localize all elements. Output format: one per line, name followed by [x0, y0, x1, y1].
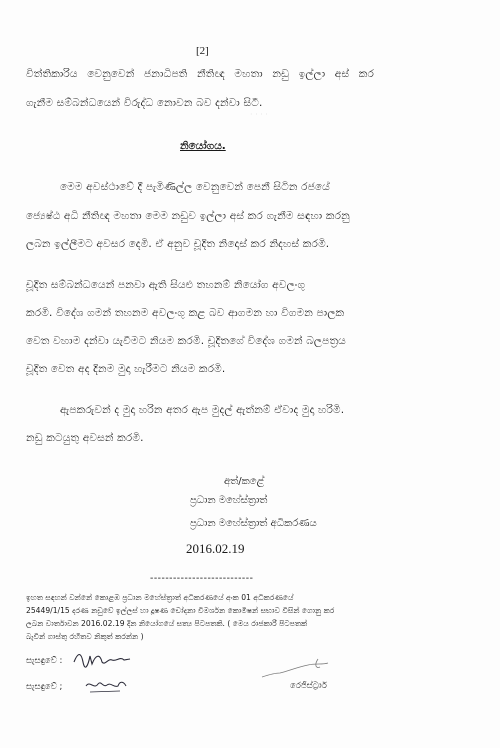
para1-line-3: ලබන ඉල්ලීමට අවසර දෙමි. ඒ අනුව චූදිත නිදොස් කර නිදහස් කරමි. [26, 238, 330, 250]
checked-by-signature [84, 674, 128, 694]
order-heading: නියෝගය. [180, 140, 226, 152]
para3-line-2: නඩු කටයුතු අවසන් කරමි. [26, 432, 144, 444]
checked-by-label: සැසඳුවේ ; [26, 682, 63, 692]
bleed-through-marks: · · · · [250, 110, 268, 119]
compared-by-signature [72, 648, 132, 670]
para2-line-1: චූදිත සම්බන්ධයෙන් පනවා ඇති සියළු තහනම් නියෝග අවලංගු [26, 279, 306, 291]
separator-rule: --------------------------- [150, 573, 254, 584]
cert-line-2: 25449/1/15 දරණ නඩුවේ ඉල්ලස් හා දූෂණ චෝදනා විමර්ශන කොමිෂන් සභාව විසින් ගොනු කර [26, 606, 335, 615]
cert-line-4: බැවින් ගාස්තු රහිතව නිකුත් කරන්න ) [26, 632, 144, 641]
para1-line-1: මෙම අවස්ථාවේ දී පැමිණිල්ල වෙනුවෙන් පෙනී සිටින රජයේ [60, 181, 330, 193]
intro-line-2: ගැනීම සම්බන්ධයෙන් විරුද්ධ නොවන බව දන්වා සිටී. [26, 97, 263, 109]
para2-line-3: වෙත වහාම දන්වා යැවීමට නියම කරමි. චූදිතගේ විදේශ ගමන් බලපත්‍රය [26, 335, 346, 347]
para2-line-4: චූදිත වෙත අද දිනම මුදා හැරීමට නියම කරමි. [26, 363, 226, 375]
magistrate-title: ප්‍රධාන මහේස්ත්‍රාත් [190, 495, 268, 506]
cert-line-1: ඉහත සඳහන් වන්නේ කොළඹ ප්‍රධාන මහේස්ත්‍රාත් අධිකරණයේ අංක 01 අධිකරණයේ [26, 593, 294, 602]
para3-line-1: ඇපකරුවන් ද මුදා හරින අතර ඇප මුදල් ඇත්නම් ඒවාද මුදා හරිමි. [60, 404, 345, 416]
para1-line-2: ජ්‍යෙෂ්ඨ අධි නීතිඥ මහතා මෙම නඩුව ඉල්ලා අස් කර ගැනීම සඳහා කරනු [26, 210, 350, 222]
signed-label: අත්/කළේ [224, 476, 265, 487]
page-number: [2] [196, 45, 209, 57]
para2-line-2: කරමි. විදේශ ගමන් තහනම අවලංගු කළ බව ආගමන හා විගමන පාලක [26, 307, 345, 319]
compared-by-label: සැසඳුවේ : [26, 656, 63, 666]
intro-line-1: විත්තිකාරිය වෙනුවෙන් ජනාධිපති නීතිඥ මහතා නඩු ඉල්ලා අස් කර [26, 68, 375, 80]
order-date: 2016.02.19 [186, 541, 245, 556]
court-name: ප්‍රධාන මහේස්ත්‍රාත් අධිකරණය [190, 518, 317, 529]
cert-line-3: ලබන වාර්තාවන 2016.02.19 දින නියෝගයේ සත්‍ය පිටපතකි. ( මෙය රාජකාරී පිටපතක් [26, 619, 308, 628]
registrar-label: රෙජිස්ට්‍රාර් [290, 681, 327, 691]
